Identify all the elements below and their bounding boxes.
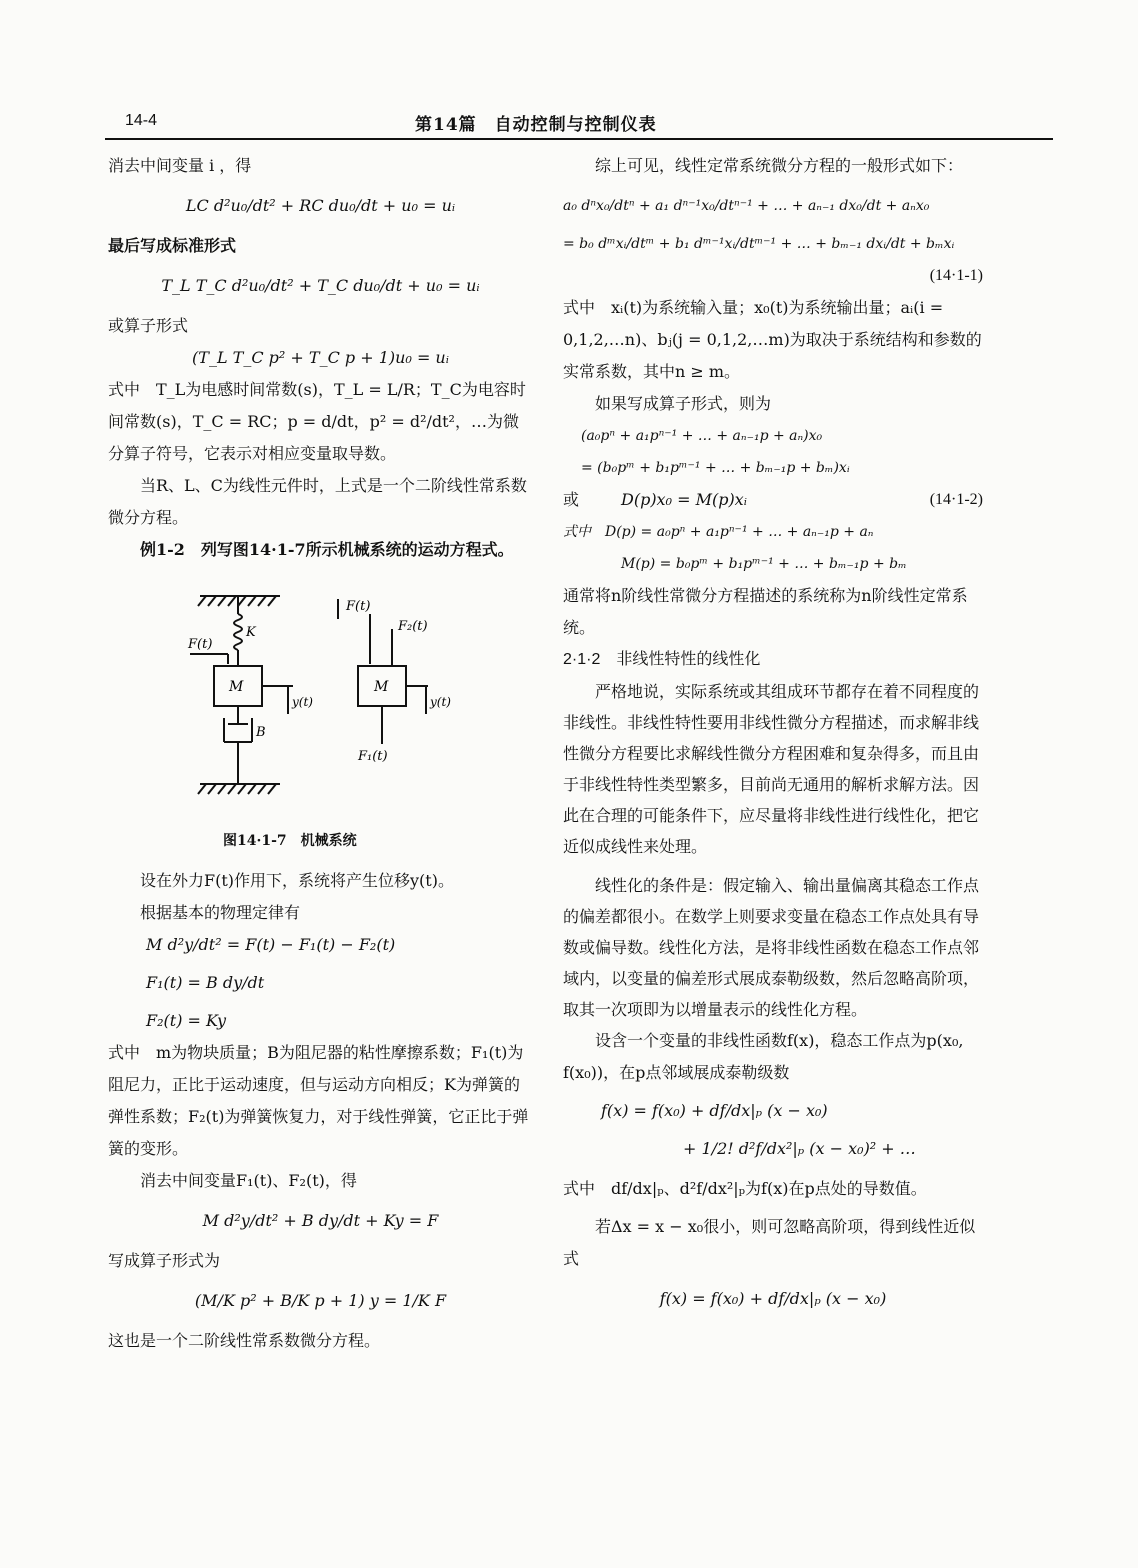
paragraph: 最后写成标准形式	[108, 236, 237, 255]
equation: (M/K p² + B/K p + 1) y = 1/K F	[194, 1291, 447, 1310]
paragraph: 通常将n阶线性常微分方程描述的系统称为n阶线性定常系统。	[563, 586, 968, 637]
left-column	[108, 150, 533, 1357]
damper-label: B	[256, 725, 266, 740]
paragraph: 写成算子形式为	[108, 1251, 221, 1270]
paragraph: 设含一个变量的非线性函数f(x)，稳态工作点为p(x₀, f(x₀))，在p点邻域展成泰勒级数	[563, 1031, 964, 1082]
displacement-label: y(t)	[292, 695, 313, 709]
paragraph: 线性化的条件是：假定输入、输出量偏离其稳态工作点的偏差都很小。在数学上则要求变量在稳态工作点处具有导数或偏导数。线性化方法，是将非线性函数在稳态工作点邻域内，以变量的偏差形式展成泰勒级数，然后忽略高阶项，取其一次项即为以增量表示的线性化方程。	[563, 876, 980, 1019]
spring-label: K	[246, 625, 256, 640]
equation: f(x) = f(x₀) + df/dx|ₚ (x − x₀)	[601, 1101, 828, 1120]
paragraph: 这也是一个二阶线性常系数微分方程。	[108, 1331, 381, 1350]
equation-number: (14·1-2)	[929, 491, 983, 508]
paragraph: 若Δx = x − x₀很小，则可忽略高阶项，得到线性近似式	[563, 1217, 976, 1268]
page-number: 14-4	[125, 112, 158, 129]
paragraph: 或算子形式	[108, 316, 189, 335]
equation: f(x) = f(x₀) + df/dx|ₚ (x − x₀)	[659, 1289, 887, 1308]
paragraph: 式中 m为物块质量；B为阻尼器的粘性摩擦系数；F₁(t)为阻尼力，正比于运动速度，但与运动方向相反；K为弹簧的弹性系数；F₂(t)为弹簧恢复力，对于线性弹簧，它正比于弹簧的变形。	[108, 1043, 529, 1158]
equation-row	[563, 484, 983, 516]
mass-label: M	[229, 679, 244, 695]
force-label: F(t)	[188, 637, 213, 652]
equation: F₂(t) = Ky	[146, 1011, 226, 1030]
figure-drawing	[108, 574, 533, 814]
paragraph: 消去中间变量F₁(t)、F₂(t)，得	[140, 1171, 357, 1190]
equation: LC d²u₀/dt² + RC du₀/dt + u₀ = uᵢ	[185, 196, 456, 215]
paragraph: 严格地说，实际系统或其组成环节都存在着不同程度的非线性。非线性特性要用非线性微分方程描述，而求解非线性微分方程要比求解线性微分方程困难和复杂得多，而且由于非线性特性类型繁多，目前尚无通用的解析求解方法。因此在合理的可能条件下，应尽量将非线性进行线性化，把它近似成线性来处理。	[563, 682, 980, 856]
equation: M d²y/dt² = F(t) − F₁(t) − F₂(t)	[146, 935, 396, 954]
equation: M d²y/dt² + B dy/dt + Ky = F	[202, 1211, 439, 1230]
paragraph: 根据基本的物理定律有	[140, 903, 301, 922]
paragraph: 设在外力F(t)作用下，系统将产生位移y(t)。	[140, 871, 454, 890]
running-title: 第14篇 自动控制与控制仪表	[415, 115, 657, 135]
right-column	[563, 150, 983, 1315]
displacement-label-right: y(t)	[430, 695, 451, 709]
mechanical-system-figure	[108, 574, 533, 825]
equation: + 1/2! d²f/dx²|ₚ (x − x₀)² + …	[683, 1139, 916, 1158]
figure-caption: 图14·1-7 机械系统	[223, 833, 357, 849]
paragraph: 当R、L、C为线性元件时，上式是一个二阶线性常系数微分方程。	[108, 476, 527, 527]
equation: D(p)x₀ = M(p)xᵢ	[621, 490, 747, 509]
equation-number: (14·1-1)	[929, 267, 983, 284]
equation: F₁(t) = B dy/dt	[146, 973, 265, 992]
example-heading: 例1-2 列写图14·1-7所示机械系统的运动方程式。	[140, 540, 514, 559]
damping-force-label: F₁(t)	[358, 749, 388, 764]
paragraph: 式中 T_L为电感时间常数(s)，T_L = L/R；T_C为电容时间常数(s)，T_C = RC；p = d/dt，p² = d²/dt²，…为微分算子符号，它表示对相应变量取导数。	[108, 380, 526, 463]
paragraph: 综上可见，线性定常系统微分方程的一般形式如下：	[595, 156, 964, 175]
external-force-label: F(t)	[346, 599, 371, 614]
paragraph: 消去中间变量 i ，得	[108, 156, 252, 175]
section-heading: 2·1·2 非线性特性的线性化	[563, 651, 761, 668]
equation: (a₀pⁿ + a₁pⁿ⁻¹ + … + aₙ₋₁p + aₙ)x₀	[581, 428, 823, 444]
paragraph: 如果写成算子形式，则为	[595, 394, 772, 413]
mass-label-right: M	[374, 679, 389, 695]
spring-force-label: F₂(t)	[398, 619, 428, 634]
paragraph: 式中 df/dx|ₚ、d²f/dx²|ₚ为f(x)在p点处的导数值。	[563, 1179, 927, 1198]
or-label: 或	[563, 490, 580, 509]
equation: a₀ dⁿx₀/dtⁿ + a₁ dⁿ⁻¹x₀/dtⁿ⁻¹ + … + aₙ₋₁ dx₀/dt + aₙx₀	[563, 198, 930, 214]
page-header	[105, 108, 1053, 140]
paragraph: 式中 xᵢ(t)为系统输入量；x₀(t)为系统输出量；aᵢ(i = 0,1,2,…n)、bⱼ(j = 0,1,2,…m)为取决于系统结构和参数的实常系数，其中n ≥ m。	[563, 298, 982, 381]
equation: = b₀ dᵐxᵢ/dtᵐ + b₁ dᵐ⁻¹xᵢ/dtᵐ⁻¹ + … + bₘ₋₁ dxᵢ/dt + bₘxᵢ	[563, 236, 955, 252]
equation: 式中 D(p) = a₀pⁿ + a₁pⁿ⁻¹ + … + aₙ₋₁p + aₙ	[563, 524, 874, 540]
equation: = (b₀pᵐ + b₁pᵐ⁻¹ + … + bₘ₋₁p + bₘ)xᵢ	[581, 460, 850, 476]
equation: M(p) = b₀pᵐ + b₁pᵐ⁻¹ + … + bₘ₋₁p + bₘ	[621, 556, 907, 572]
equation: (T_L T_C p² + T_C p + 1)u₀ = uᵢ	[192, 348, 449, 367]
equation: T_L T_C d²u₀/dt² + T_C du₀/dt + u₀ = uᵢ	[161, 276, 480, 295]
